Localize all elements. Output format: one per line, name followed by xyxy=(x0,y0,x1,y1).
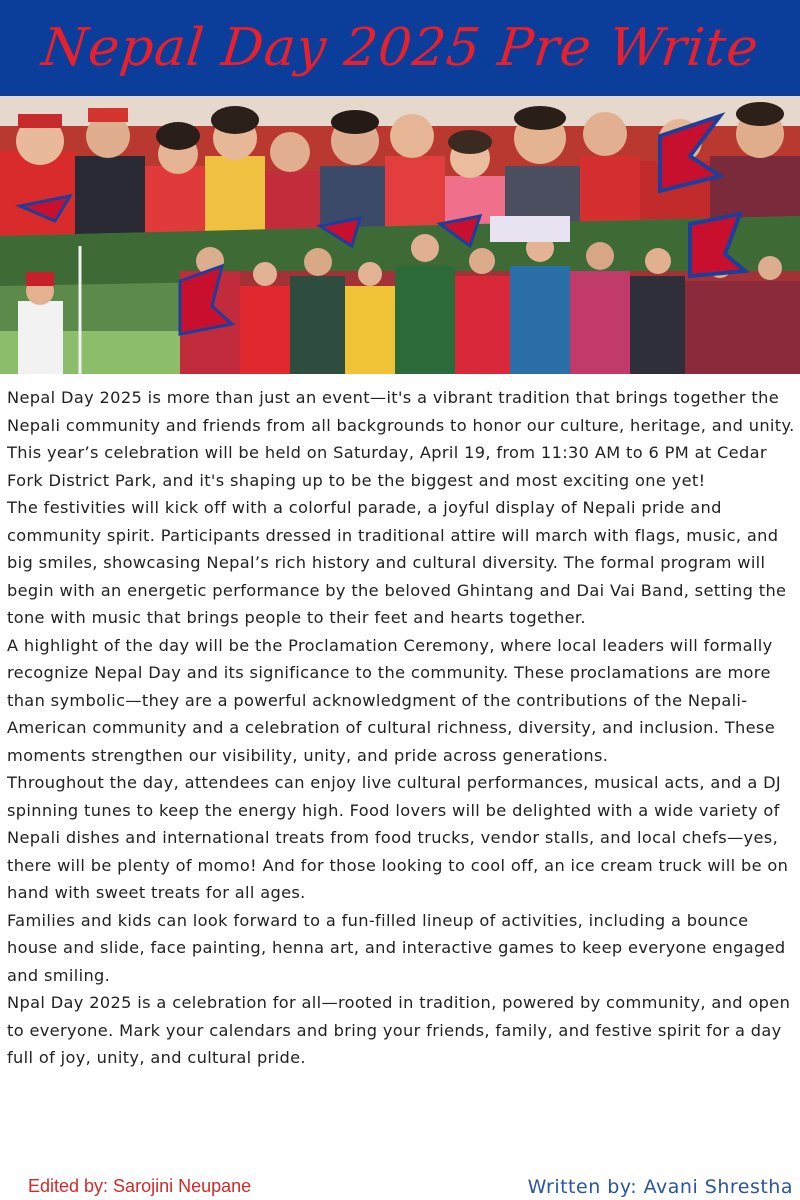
article-body xyxy=(7,384,797,1072)
children-singing-photo xyxy=(0,96,800,236)
article-paragraph: Npal Day 2025 is a celebration for all—rooted in tradition, powered by community, and open to everyone. Mark your calendars and bring your friends, family, and festive spirit for a day full of joy, unity, and cultural pride. xyxy=(7,993,791,1067)
article-paragraph: Nepal Day 2025 is more than just an event—it's a vibrant tradition that brings together the Nepali community and friends from all backgrounds to honor our culture, heritage, and unity. This year’s celebration will be held on Saturday, April 19, from 11:30 AM to 6 PM at Cedar Fork District Park, and it's shaping up to be the biggest and most exciting one yet! xyxy=(7,388,795,490)
article-paragraph: Families and kids can look forward to a fun-filled lineup of activities, including a bounce house and slide, face painting, henna art, and interactive games to keep everyone engaged and smiling. xyxy=(7,910,786,985)
photo-collage-svg xyxy=(0,96,800,374)
written-by-credit: Written by: Avani Shrestha xyxy=(527,1176,793,1198)
edited-by-credit: Edited by: Sarojini Neupane xyxy=(28,1176,252,1196)
page-title: Nepal Day 2025 Pre Write xyxy=(38,18,762,78)
header-banner xyxy=(0,0,800,96)
parade-group-photo xyxy=(0,214,800,374)
article-paragraph: A highlight of the day will be the Proclamation Ceremony, where local leaders will formally recognize Nepal Day and its significance to the community. These proclamations are more than symbolic—they are a powerful acknowledgment of the contributions of the Nepali-American community and a celebration of cultural richness, diversity, and inclusion. These moments strengthen our visibility, unity, and pride across generations. xyxy=(7,635,776,765)
article-paragraph: Throughout the day, attendees can enjoy live cultural performances, musical acts, and a DJ spinning tunes to keep the energy high. Food lovers will be delighted with a wide variety of Nepali dishes and international treats from food trucks, vendor stalls, and local chefs—yes, there will be plenty of momo! And for those looking to cool off, an ice cream truck will be on hand with sweet treats for all ages. xyxy=(7,773,789,902)
photo-collage xyxy=(0,96,800,374)
article-paragraph: The festivities will kick off with a colorful parade, a joyful display of Nepali pride and community spirit. Participants dressed in traditional attire will march with flags, music, and big smiles, showcasing Nepal’s rich history and cultural diversity. The formal program will begin with an energetic performance by the beloved Ghintang and Dai Vai Band, setting the tone with music that brings people to their feet and hearts together. xyxy=(7,498,787,627)
